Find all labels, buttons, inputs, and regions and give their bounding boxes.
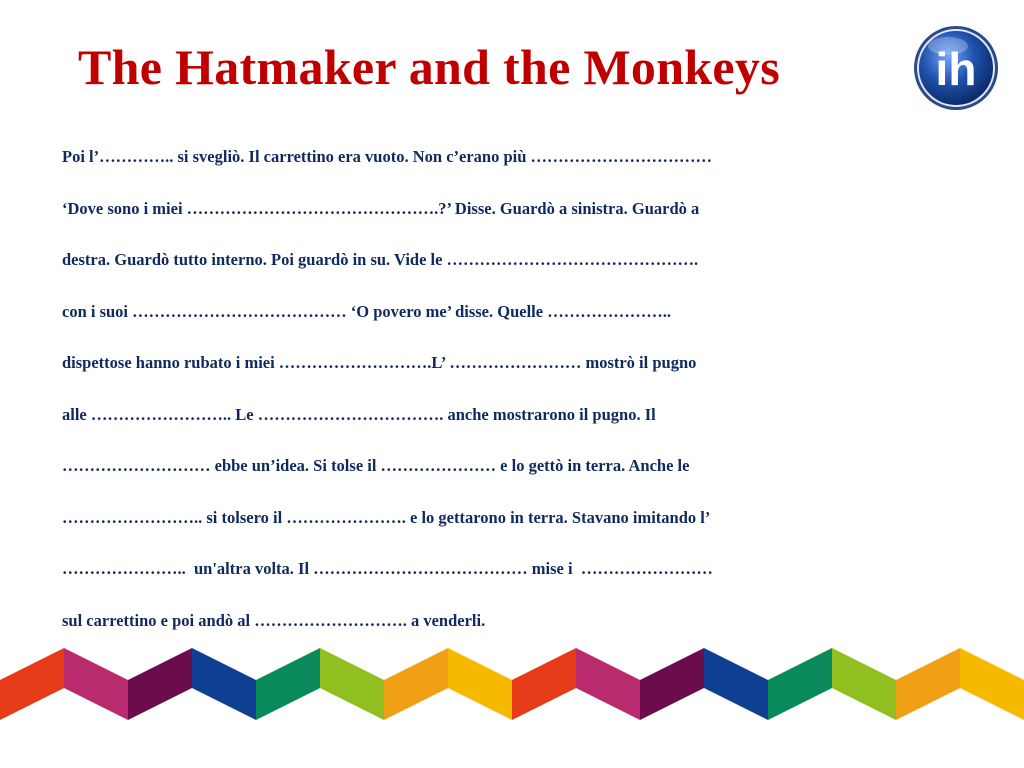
text-line: con i suoi ………………………………… ‘O povero me’ disse. Quelle ………………….. bbox=[62, 301, 671, 321]
text-line: destra. Guardò tutto interno. Poi guardò in su. Vide le ………………………………………. bbox=[62, 250, 699, 269]
text-line: alle …………………….. Le ……………………………. anche mostrarono il pugno. Il bbox=[62, 404, 656, 424]
ribbon-segment bbox=[384, 648, 448, 720]
ribbon-segment bbox=[896, 648, 960, 720]
ribbon-segment bbox=[768, 648, 832, 720]
text-line: …………………….. si tolsero il …………………. e lo gettarono in terra. Stavano imitando l’ bbox=[62, 507, 711, 527]
ribbon-segment bbox=[64, 648, 128, 720]
text-line: sul carrettino e poi andò al ………………………. a venderli. bbox=[62, 610, 486, 630]
ribbon-segment bbox=[640, 648, 704, 720]
ribbon-segment bbox=[320, 648, 384, 720]
ribbon-segment bbox=[960, 648, 1024, 720]
text-line: dispettose hanno rubato i miei ……………………….L’ …………………… mostrò il pugno bbox=[62, 353, 697, 372]
text-line: ‘Dove sono i miei ……………………………………….?’ Disse. Guardò a sinistra. Guardò a bbox=[62, 198, 700, 218]
ribbon-segment bbox=[256, 648, 320, 720]
text-line: ……………………… ebbe un’idea. Si tolse il ………………… e lo gettò in terra. Anche le bbox=[62, 456, 690, 475]
logo-text: ih bbox=[935, 43, 977, 95]
zigzag-ribbon bbox=[0, 640, 1024, 720]
text-line: Poi l’………….. si svegliò. Il carrettino era vuoto. Non c’erano più …………………………… bbox=[62, 147, 713, 166]
text-line: ………………….. un'altra volta. Il ………………………………… mise i …………………… bbox=[62, 559, 713, 578]
ih-logo-icon bbox=[912, 24, 1000, 112]
ribbon-segment bbox=[576, 648, 640, 720]
ribbon-segment bbox=[448, 648, 512, 720]
ribbon-segment bbox=[832, 648, 896, 720]
ribbon-segment bbox=[512, 648, 576, 720]
exercise-text bbox=[62, 142, 942, 657]
ribbon-segment bbox=[0, 648, 64, 720]
ribbon-segment bbox=[192, 648, 256, 720]
slide-title: The Hatmaker and the Monkeys bbox=[78, 39, 780, 95]
ribbon-segment bbox=[128, 648, 192, 720]
ribbon-segment bbox=[704, 648, 768, 720]
